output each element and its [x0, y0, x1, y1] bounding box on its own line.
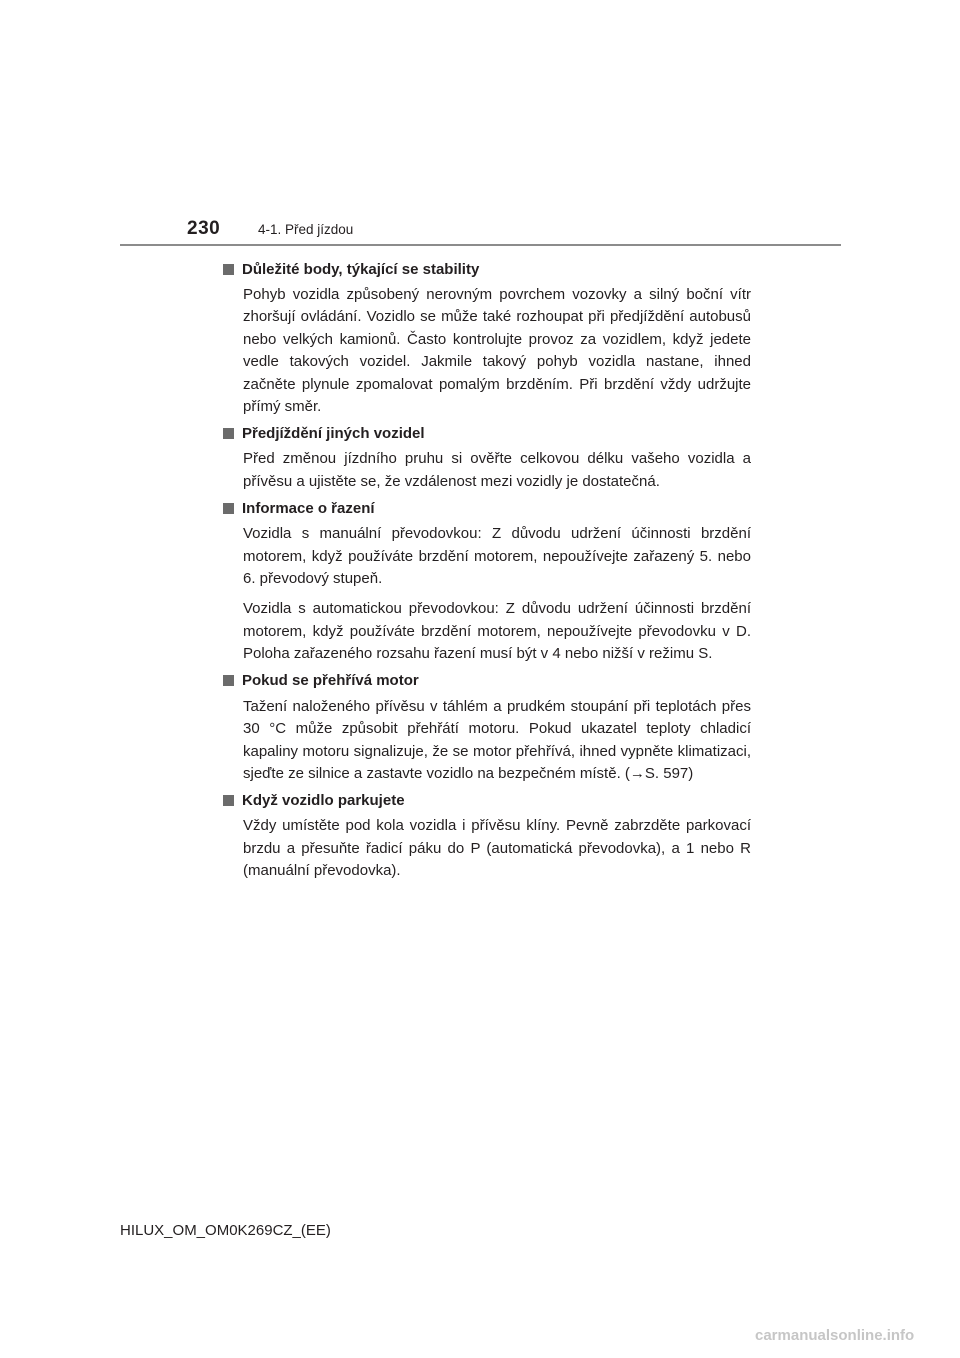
square-bullet-icon	[223, 795, 234, 806]
section-stability	[223, 258, 751, 418]
section-overheating	[223, 670, 751, 786]
section-paragraph: Pohyb vozidla způsobený nerovným povrchem vozovky a silný boční vítr zhoršují ovládání. Vozidlo se může také rozhoupat při předjíždění autobusů nebo velkých kamionů. Často kontrolujte provoz za vozidlem, když jedete vedle takových vozidel. Jakmile takový pohyb vozidla nastane, ihned začněte plynule zpomalovat pomalým brzděním. Při brzdění vždy udržujte přímý směr.	[243, 286, 751, 416]
section-paragraph: Vozidla s automatickou převodovkou: Z důvodu udržení účinnosti brzdění motorem, když používáte brzdění motorem, nepoužívejte převodovku v D. Poloha zařazeného rozsahu řazení musí být v 4 nebo nižší v režimu S.	[243, 600, 751, 663]
page-content	[223, 254, 751, 883]
section-paragraph: Vozidla s manuální převodovkou: Z důvodu udržení účinnosti brzdění motorem, když používáte brzdění motorem, nepoužívejte zařazený 5. nebo 6. převodový stupeň.	[243, 525, 751, 588]
section-heading: Pokud se přehřívá motor	[242, 672, 419, 690]
document-code: HILUX_OM_OM0K269CZ_(EE)	[120, 1222, 331, 1239]
watermark-text: carmanualsonline.info	[755, 1327, 915, 1344]
square-bullet-icon	[223, 428, 234, 439]
section-shifting	[223, 497, 751, 665]
section-heading: Když vozidlo parkujete	[242, 791, 405, 809]
section-parking	[223, 789, 751, 882]
square-bullet-icon	[223, 264, 234, 275]
page-header	[0, 0, 960, 250]
section-overtaking	[223, 422, 751, 493]
section-heading: Důležité body, týkající se stability	[242, 260, 480, 278]
square-bullet-icon	[223, 503, 234, 514]
section-paragraph: Vždy umístěte pod kola vozidla i přívěsu klíny. Pevně zabrzděte parkovací brzdu a přesuňte řadicí páku do P (automatická převodovka), a 1 nebo R (manuální převodovka).	[243, 817, 751, 880]
section-title: 4-1. Před jízdou	[258, 222, 354, 237]
page-number: 230	[187, 218, 221, 239]
section-paragraph: Tažení naloženého přívěsu v táhlém a prudkém stoupání při teplotách přes 30 °C může způsobit přehřátí motoru. Pokud ukazatel teploty chladicí kapaliny motoru signalizuje, že se motor přehřívá, ihned vypněte klimatizaci, sjeďte ze silnice a zastavte vozidlo na bezpečném místě. (→S. 597)	[243, 697, 751, 782]
section-heading: Informace o řazení	[242, 499, 375, 517]
section-paragraph: Před změnou jízdního pruhu si ověřte celkovou délku vašeho vozidla a přívěsu a ujistěte se, že vzdálenost mezi vozidly je dostatečná.	[243, 450, 751, 490]
section-heading: Předjíždění jiných vozidel	[242, 424, 425, 442]
square-bullet-icon	[223, 675, 234, 686]
header-divider	[120, 244, 841, 246]
